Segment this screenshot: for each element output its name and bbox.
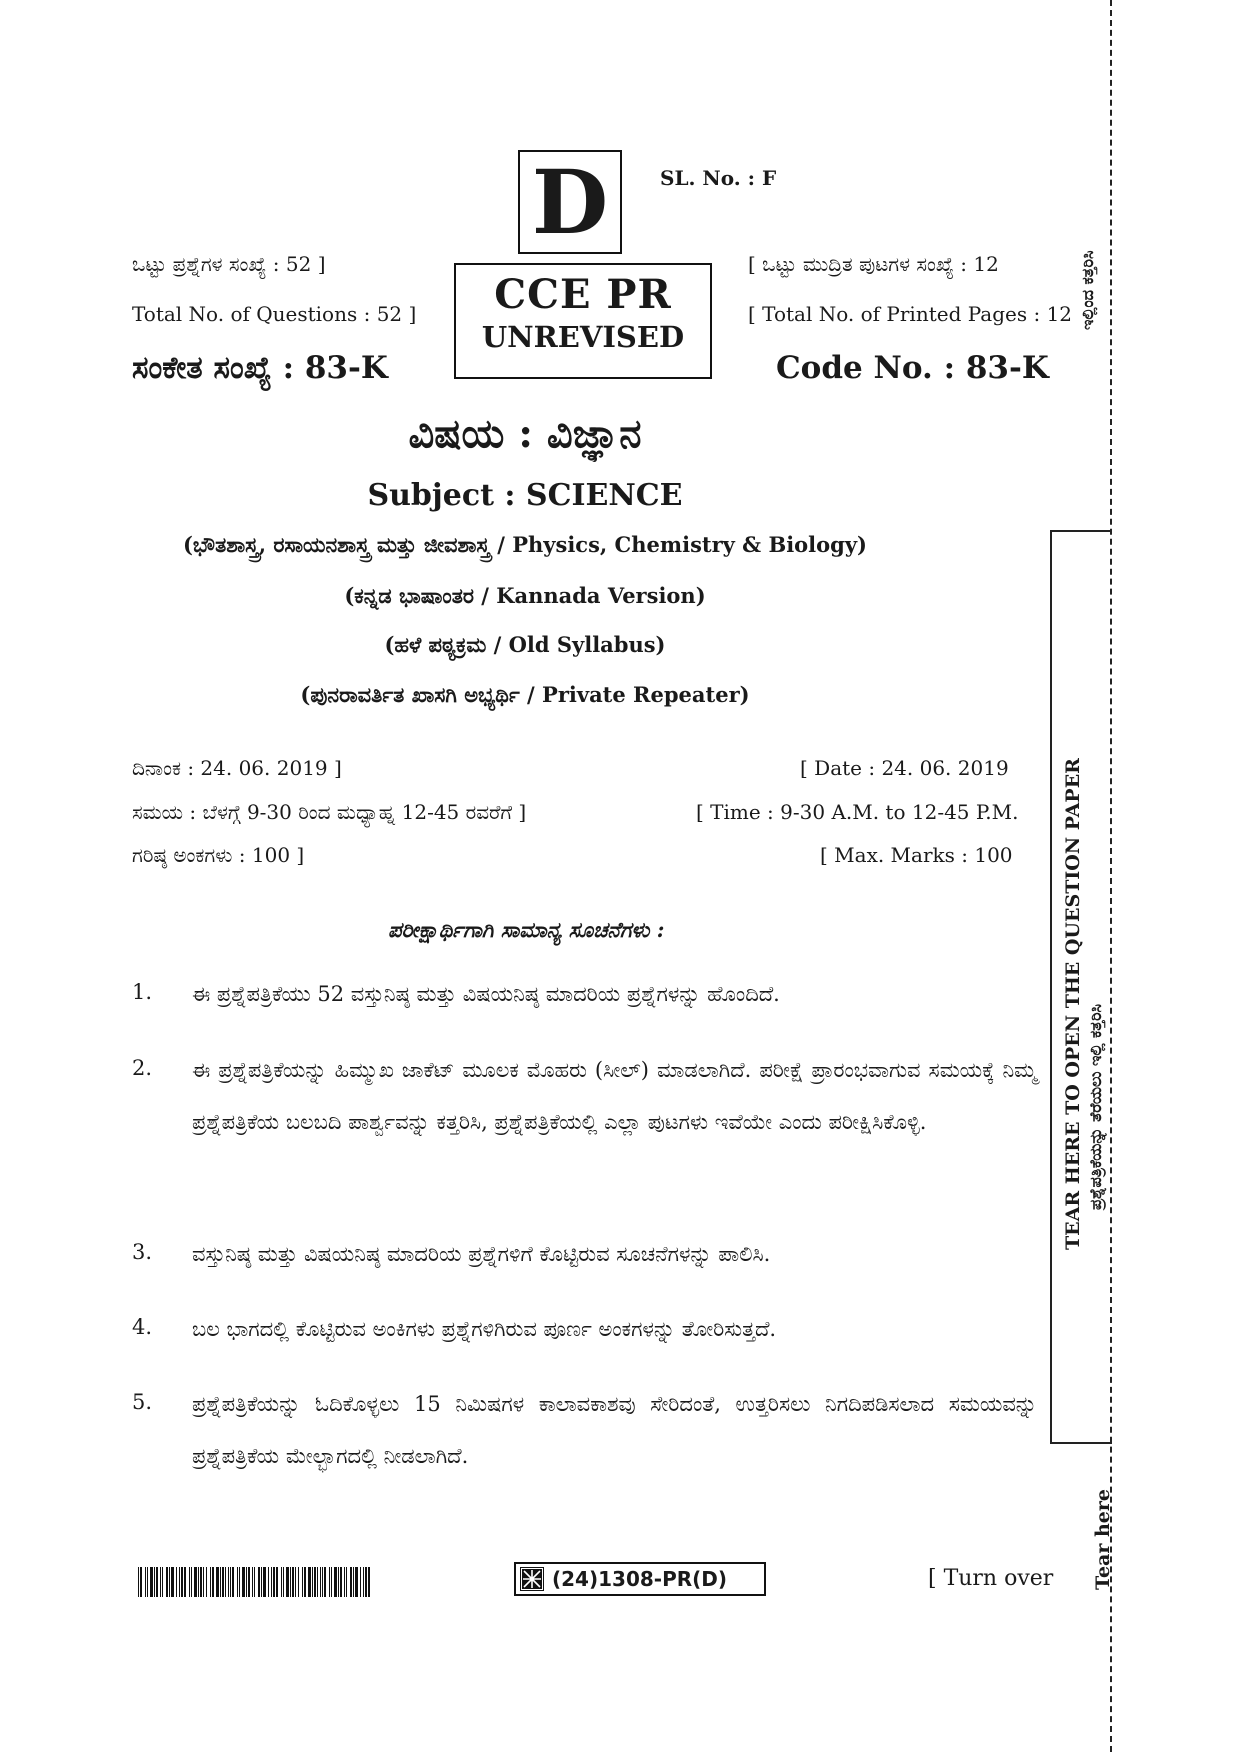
set-letter-box: D <box>518 150 622 254</box>
total-questions-en: Total No. of Questions : 52 ] <box>132 302 417 326</box>
subject-title-en: Subject : SCIENCE <box>367 478 683 513</box>
instruction-number: 1. <box>132 980 153 1004</box>
cce-box <box>454 263 712 379</box>
total-pages-kn: [ ಒಟ್ಟು ಮುದ್ರಿತ ಪುಟಗಳ ಸಂಖ್ಯೆ : 12 <box>748 252 999 276</box>
cce-subtitle: UNREVISED <box>481 320 685 354</box>
instruction-text: ವಸ್ತುನಿಷ್ಠ ಮತ್ತು ವಿಷಯನಿಷ್ಠ ಮಾದರಿಯ ಪ್ರಶ್ನೆಗಳಿಗೆ ಕೊಟ್ಟಿರುವ ಸೂಚನೆಗಳನ್ನು ಪಾಲಿಸಿ. <box>192 1242 771 1266</box>
total-questions-kn: ಒಟ್ಟು ಪ್ರಶ್ನೆಗಳ ಸಂಖ್ಯೆ : 52 ] <box>132 252 326 276</box>
total-pages-en: [ Total No. of Printed Pages : 12 <box>748 302 1073 326</box>
paper-code: (24)1308-PR(D) <box>552 1567 728 1591</box>
exam-time-en: [ Time : 9-30 A.M. to 12-45 P.M. <box>696 800 1019 824</box>
instruction-number: 5. <box>132 1390 153 1414</box>
subject-title-kn: ವಿಷಯ : ವಿಜ್ಞಾನ <box>408 410 642 457</box>
qr-code-icon <box>520 1567 544 1591</box>
instruction-text: ಈ ಪ್ರಶ್ನೆಪತ್ರಿಕೆಯನ್ನು ಹಿಮ್ಮುಖ ಜಾಕೆಟ್ ಮೂಲಕ ಮೊಹರು (ಸೀಲ್) ಮಾಡಲಾಗಿದೆ. ಪರೀಕ್ಷೆ ಪ್ರಾರಂಭವಾಗುವ ಸಮಯಕ್ಕೆ ನಿಮ್ಮ ಪ್ರಶ್ನೆಪತ್ರಿಕೆಯ ಬಲಬದಿ ಪಾರ್ಶ್ವವನ್ನು ಕತ್ತರಿಸಿ, ಪ್ರಶ್ನೆಪತ್ರಿಕೆಯಲ್ಲಿ ಎಲ್ಲಾ ಪುಟಗಳು ಇವೆಯೇ ಎಂದು ಪರೀಕ್ಷಿಸಿಕೊಳ್ಳಿ. <box>192 1058 1037 1134</box>
exam-time-kn: ಸಮಯ : ಬೆಳಗ್ಗೆ 9-30 ರಿಂದ ಮಧ್ಯಾಹ್ನ 12-45 ರವರೆಗೆ ] <box>132 800 527 824</box>
instructions-heading: ಪರೀಕ್ಷಾರ್ಥಿಗಾಗಿ ಸಾಮಾನ್ಯ ಸೂಚನೆಗಳು : <box>388 917 665 942</box>
candidate-line: (ಪುನರಾವರ್ತಿತ ಖಾಸಗಿ ಅಭ್ಯರ್ಥಿ / Private Repeater) <box>300 682 750 707</box>
instruction-number: 3. <box>132 1240 153 1264</box>
instruction-text: ಬಲ ಭಾಗದಲ್ಲಿ ಕೊಟ್ಟಿರುವ ಅಂಕಿಗಳು ಪ್ರಶ್ನೆಗಳಿಗಿರುವ ಪೂರ್ಣ ಅಂಕಗಳನ್ನು ತೋರಿಸುತ್ತದೆ. <box>192 1317 777 1341</box>
instruction-number: 4. <box>132 1315 153 1339</box>
paper-code-box <box>514 1562 766 1596</box>
tear-here-label: Tear here <box>1092 1489 1114 1590</box>
instruction-text: ಪ್ರಶ್ನೆಪತ್ರಿಕೆಯನ್ನು ಓದಿಕೊಳ್ಳಲು 15 ನಿಮಿಷಗಳ ಕಾಲಾವಕಾಶವು ಸೇರಿದಂತೆ, ಉತ್ತರಿಸಲು ನಿಗದಿಪಡಿಸಲಾದ ಸಮಯವನ್ನು ಪ್ರಶ್ನೆಪತ್ರಿಕೆಯ ಮೇಲ್ಭಾಗದಲ್ಲಿ ನೀಡಲಾಗಿದೆ. <box>192 1392 1037 1468</box>
exam-date-en: [ Date : 24. 06. 2019 <box>800 756 1009 780</box>
code-number-en: Code No. : 83-K <box>776 350 1049 386</box>
code-number-kn: ಸಂಕೇತ ಸಂಖ್ಯೆ : 83-K <box>132 350 388 386</box>
cce-title: CCE PR <box>494 271 672 318</box>
turn-over-label: [ Turn over <box>928 1566 1054 1591</box>
syllabus-line: (ಹಳೆ ಪಠ್ಯಕ್ರಮ / Old Syllabus) <box>384 632 666 657</box>
tear-instruction-kn: ಪ್ರಶ್ನೆಪತ್ರಿಕೆಯನ್ನು ತೆರೆಯಲು ಇಲ್ಲಿ ಕತ್ತರಿಸಿ <box>1086 1003 1105 1210</box>
exam-date-kn: ದಿನಾಂಕ : 24. 06. 2019 ] <box>132 756 342 780</box>
max-marks-en: [ Max. Marks : 100 <box>820 843 1013 867</box>
instruction-text: ಈ ಪ್ರಶ್ನೆಪತ್ರಿಕೆಯು 52 ವಸ್ತುನಿಷ್ಠ ಮತ್ತು ವಿಷಯನಿಷ್ಠ ಮಾದರಿಯ ಪ್ರಶ್ನೆಗಳನ್ನು ಹೊಂದಿದೆ. <box>192 982 780 1006</box>
subject-streams: (ಭೌತಶಾಸ್ತ್ರ, ರಸಾಯನಶಾಸ್ತ್ರ ಮತ್ತು ಜೀವಶಾಸ್ತ್ರ / Physics, Chemistry & Biology) <box>182 532 867 557</box>
tear-instruction-en: TEAR HERE TO OPEN THE QUESTION PAPER <box>1062 758 1084 1250</box>
barcode-image <box>138 1567 374 1597</box>
version-line: (ಕನ್ನಡ ಭಾಷಾಂತರ / Kannada Version) <box>344 583 706 608</box>
serial-number: SL. No. : F <box>660 166 777 190</box>
cut-here-kn: ಇಲ್ಲಿಂದ ಕತ್ತರಿಸಿ <box>1078 250 1097 330</box>
max-marks-kn: ಗರಿಷ್ಠ ಅಂಕಗಳು : 100 ] <box>132 843 305 867</box>
instruction-number: 2. <box>132 1056 153 1080</box>
